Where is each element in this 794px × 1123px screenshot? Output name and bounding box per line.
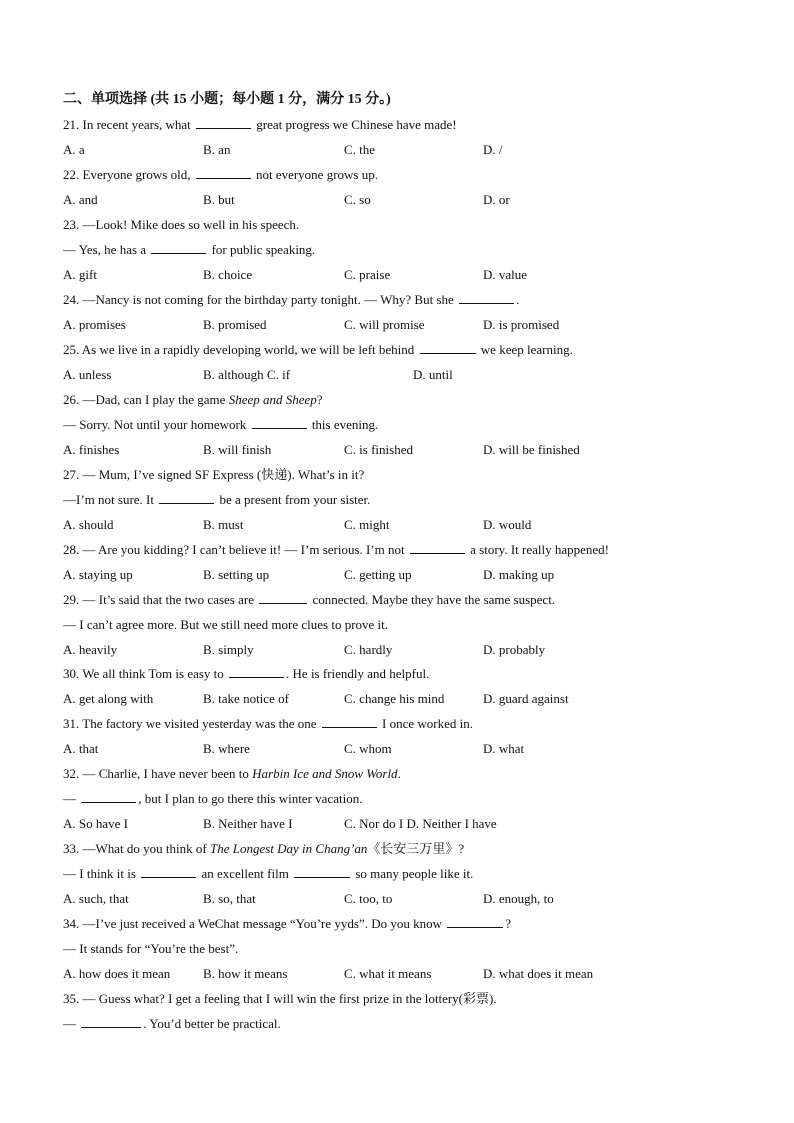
question-31 [63, 716, 473, 732]
answer-blank[interactable] [196, 117, 251, 129]
option-c-d[interactable]: C. Nor do I D. Neither I have [344, 816, 497, 831]
option-a[interactable]: A. such, that [63, 891, 129, 906]
answer-blank[interactable] [420, 342, 476, 354]
option-b[interactable]: B. where [203, 741, 250, 756]
option-a[interactable]: A. finishes [63, 442, 120, 457]
option-c[interactable]: C. will promise [344, 317, 425, 332]
option-a[interactable]: A. gift [63, 267, 97, 282]
question-32-reply-post: , but I plan to go there this winter vacation. [138, 791, 363, 806]
option-a[interactable]: A. get along with [63, 691, 154, 706]
question-34 [63, 916, 511, 932]
question-30-text-post: . He is friendly and helpful. [286, 666, 430, 681]
question-33-reply-pre: — I think it is [63, 866, 136, 881]
section-heading: 二、单项选择 (共 15 小题；每小题 1 分，满分 15 分。) [63, 92, 391, 107]
question-25-text-post: we keep learning. [480, 342, 573, 357]
option-a[interactable]: A. promises [63, 317, 126, 332]
option-d[interactable]: D. until [413, 367, 453, 382]
question-33-reply-post: so many people like it. [355, 866, 474, 881]
answer-blank[interactable] [259, 592, 307, 604]
option-d[interactable]: D. what [483, 741, 525, 756]
answer-blank[interactable] [294, 866, 350, 878]
question-33-reply-mid: an excellent film [201, 866, 289, 881]
answer-blank[interactable] [151, 242, 206, 254]
answer-blank[interactable] [229, 666, 284, 678]
question-35: 35. — Guess what? I get a feeling that I will win the first prize in the lottery(彩票). [63, 991, 497, 1006]
question-29-reply: — I can’t agree more. But we still need more clues to prove it. [63, 617, 389, 632]
question-28 [63, 542, 609, 558]
answer-blank[interactable] [141, 866, 196, 878]
question-26-reply-post: this evening. [311, 417, 379, 432]
question-22-text-pre: 22. Everyone grows old, [63, 167, 191, 182]
answer-blank[interactable] [459, 292, 514, 304]
question-32-text-pre: 32. — Charlie, I have never been to [63, 766, 249, 781]
option-c[interactable]: C. praise [344, 267, 391, 282]
option-a[interactable]: A. So have I [63, 816, 128, 831]
option-d[interactable]: D. what does it mean [483, 966, 594, 981]
option-b[interactable]: B. simply [203, 642, 254, 657]
option-a[interactable]: A. that [63, 741, 99, 756]
question-21-text-pre: 21. In recent years, what [63, 117, 191, 132]
option-b[interactable]: B. take notice of [203, 691, 289, 706]
question-27-reply-pre: —I’m not sure. It [63, 492, 154, 507]
option-b[interactable]: B. Neither have I [203, 816, 293, 831]
option-c[interactable]: C. change his mind [344, 691, 445, 706]
option-c[interactable]: C. getting up [344, 567, 412, 582]
option-c[interactable]: C. too, to [344, 891, 393, 906]
option-d[interactable]: D. is promised [483, 317, 560, 332]
option-a[interactable]: A. unless [63, 367, 112, 382]
option-a[interactable]: A. heavily [63, 642, 118, 657]
question-32-text-post: . [397, 766, 401, 781]
option-a[interactable]: A. how does it mean [63, 966, 171, 981]
option-b[interactable]: B. so, that [203, 891, 256, 906]
answer-blank[interactable] [252, 417, 307, 429]
question-21 [63, 117, 457, 133]
place-name: Harbin Ice and Snow World [252, 766, 398, 781]
option-c[interactable]: C. what it means [344, 966, 432, 981]
answer-blank[interactable] [196, 167, 251, 179]
question-26-reply-pre: — Sorry. Not until your homework [63, 417, 247, 432]
question-33-text-pre: 33. —What do you think of [63, 841, 207, 856]
option-b[interactable]: B. but [203, 192, 235, 207]
option-d[interactable]: D. will be finished [483, 442, 580, 457]
question-33-text-post: 《长安三万里》? [367, 841, 465, 856]
option-d[interactable]: D. would [483, 517, 532, 532]
option-b[interactable]: B. setting up [203, 567, 270, 582]
option-b[interactable]: B. how it means [203, 966, 288, 981]
answer-blank[interactable] [410, 542, 465, 554]
option-b-c[interactable]: B. although C. if [203, 367, 291, 382]
option-a[interactable]: A. should [63, 517, 114, 532]
answer-blank[interactable] [159, 492, 214, 504]
option-b[interactable]: B. will finish [203, 442, 272, 457]
option-c[interactable]: C. might [344, 517, 390, 532]
question-31-text-post: I once worked in. [382, 716, 474, 731]
question-34-text-post: ? [505, 916, 512, 931]
question-26-text-pre: 26. —Dad, can I play the game [63, 392, 226, 407]
option-a[interactable]: A. and [63, 192, 98, 207]
option-d[interactable]: D. or [483, 192, 510, 207]
option-c[interactable]: C. is finished [344, 442, 413, 457]
option-c[interactable]: C. so [344, 192, 371, 207]
film-title: The Longest Day in Chang’an [209, 841, 368, 856]
option-c[interactable]: C. the [344, 142, 376, 157]
option-a[interactable]: A. a [63, 142, 85, 157]
question-26-reply [63, 417, 378, 433]
option-a[interactable]: A. staying up [63, 567, 133, 582]
question-29-text-post: connected. Maybe they have the same suspect. [312, 592, 556, 607]
question-23: 23. —Look! Mike does so well in his speech. [63, 217, 300, 232]
question-23-reply [63, 242, 315, 258]
question-24-text-pre: 24. —Nancy is not coming for the birthday party tonight. — Why? But she [63, 292, 454, 307]
question-26 [63, 392, 323, 408]
question-27-reply [63, 492, 370, 508]
question-34-text-pre: 34. —I’ve just received a WeChat message “You’re yyds”. Do you know [63, 916, 442, 931]
question-29-text-pre: 29. — It’s said that the two cases are [63, 592, 254, 607]
question-23-text-post: for public speaking. [211, 242, 316, 257]
question-33 [63, 841, 464, 857]
question-24 [63, 292, 519, 308]
question-33-reply [63, 866, 473, 882]
answer-blank[interactable] [81, 791, 136, 803]
question-35-reply [63, 1016, 281, 1032]
question-22 [63, 167, 378, 183]
option-b[interactable]: B. promised [203, 317, 267, 332]
question-32 [63, 766, 401, 782]
option-b[interactable]: B. must [203, 517, 244, 532]
question-24-text-post: . [516, 292, 520, 307]
question-30 [63, 666, 429, 682]
question-28-text-pre: 28. — Are you kidding? I can’t believe it! — I’m serious. I’m not [63, 542, 405, 557]
question-35-reply-post: . You’d better be practical. [143, 1016, 281, 1031]
option-d[interactable]: D. making up [483, 567, 555, 582]
option-d[interactable]: D. / [483, 142, 503, 157]
question-29 [63, 592, 555, 608]
option-b[interactable]: B. choice [203, 267, 253, 282]
option-d[interactable]: D. enough, to [483, 891, 554, 906]
answer-blank[interactable] [447, 916, 503, 928]
question-27: 27. — Mum, I’ve signed SF Express (快递). What’s in it? [63, 467, 365, 482]
question-25-text-pre: 25. As we live in a rapidly developing world, we will be left behind [63, 342, 415, 357]
option-b[interactable]: B. an [203, 142, 231, 157]
question-21-text-post: great progress we Chinese have made! [256, 117, 457, 132]
answer-blank[interactable] [81, 1016, 141, 1028]
answer-blank[interactable] [322, 716, 377, 728]
question-23-text-pre: — Yes, he has a [63, 242, 147, 257]
question-28-text-post: a story. It really happened! [470, 542, 610, 557]
option-d[interactable]: D. guard against [483, 691, 569, 706]
option-d[interactable]: D. value [483, 267, 528, 282]
question-25 [63, 342, 573, 358]
question-35-reply-pre: — [63, 1016, 76, 1031]
question-32-reply [63, 791, 362, 807]
option-c[interactable]: C. hardly [344, 642, 393, 657]
question-31-text-pre: 31. The factory we visited yesterday was the one [63, 716, 317, 731]
option-d[interactable]: D. probably [483, 642, 546, 657]
question-34-reply: — It stands for “You’re the best”. [63, 941, 239, 956]
question-32-reply-pre: — [63, 791, 76, 806]
question-22-text-post: not everyone grows up. [255, 167, 378, 182]
question-30-text-pre: 30. We all think Tom is easy to [63, 666, 224, 681]
option-c[interactable]: C. whom [344, 741, 392, 756]
game-title: Sheep and Sheep [228, 392, 317, 407]
question-27-reply-post: be a present from your sister. [219, 492, 371, 507]
question-26-text-post: ? [316, 392, 323, 407]
